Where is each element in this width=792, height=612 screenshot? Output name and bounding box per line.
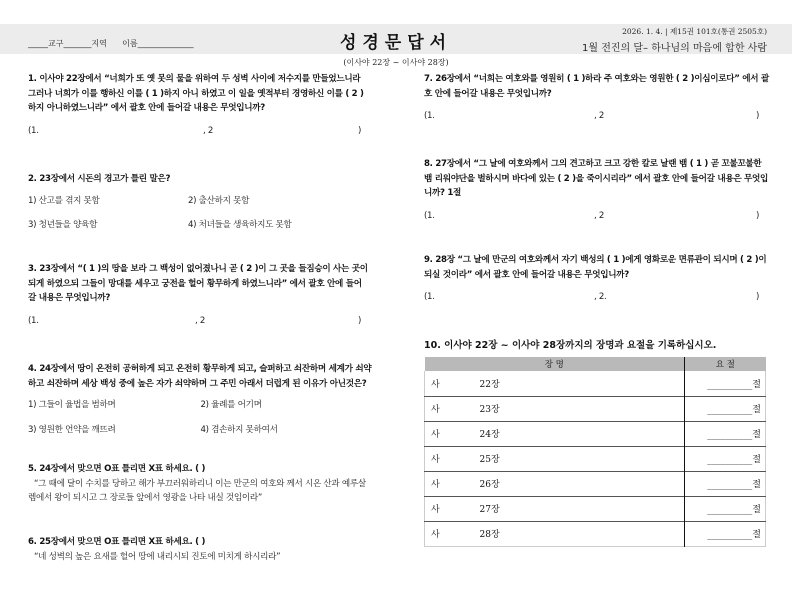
scripture-quote: “네 성벽의 높은 요새를 헐어 땅에 내리시되 진토에 미치게 하시리라” <box>34 551 281 562</box>
question-5 <box>28 462 373 506</box>
table-row: 사 23장 __________절 <box>425 396 766 421</box>
verse-blank[interactable]: __________절 <box>685 521 766 546</box>
question-text: 8. 27장에서 “그 날에 여호와께서 그의 견고하고 크고 강한 칼로 날랜 뱀 ( 1 ) 곧 꼬불꼬불한 뱀 리워야단을 벌하시며 바다에 있는 ( 2 )을 죽이시리라” 에서 괄호 안에 들어갈 내용은 무엇입니까? 1절 <box>424 159 769 198</box>
option-4[interactable]: 4) 겸손하지 못하여서 <box>200 424 278 435</box>
table-row: 사 26장 __________절 <box>425 471 766 496</box>
question-3 <box>28 262 368 328</box>
question-text: 7. 26장에서 “너희는 여호와를 영원히 ( 1 )하라 주 여호와는 영원한 ( 2 )이심이로다” 에서 괄호 안에 들어갈 내용은 무엇입니까? <box>424 74 769 99</box>
verse-blank[interactable]: __________절 <box>685 396 766 421</box>
verse-blank[interactable]: __________절 <box>685 446 766 471</box>
page-title: 성경문답서 <box>339 33 453 53</box>
scripture-quote: “그 때에 달이 수치를 당하고 해가 부끄러워하리니 이는 만군의 여호와 께서 시온 산과 예루살렘에서 왕이 되시고 그 장로들 앞에서 영광을 나타 내실 것임이라” <box>28 478 366 503</box>
answer-blank[interactable]: (1. , 2 ) <box>424 210 760 221</box>
verse-blank[interactable]: __________절 <box>685 421 766 446</box>
option-1[interactable]: 1) 그들이 율법을 범하며 <box>28 400 116 410</box>
table-row: 사 22장 __________절 <box>425 371 766 396</box>
question-6 <box>28 535 373 564</box>
column-header-verse: 요 절 <box>685 357 766 371</box>
table-row: 사 27장 __________절 <box>425 496 766 521</box>
option-1[interactable]: 1) 산고를 겪지 못함 <box>28 195 100 206</box>
question-text: 3. 23장에서 “( 1 )의 땅을 보라 그 백성이 없어졌나니 곧 ( 2 )이 그 곳을 들짐승이 사는 곳이 되게 하였으되 그들이 망대를 세우고 궁전을 헐어 황무하게 하였느니라” 에서 괄호 안에 들어갈 내용은 무엇입니까? <box>28 264 368 303</box>
option-3[interactable]: 3) 영원한 언약을 깨뜨려 <box>28 424 116 435</box>
table-row: 사 24장 __________절 <box>425 421 766 446</box>
answer-blank[interactable]: (1. , 2 ) <box>28 125 362 136</box>
answer-blank[interactable]: (1. , 2. ) <box>424 292 760 302</box>
question-7 <box>424 72 769 124</box>
option-4[interactable]: 4) 처녀들을 생육하지도 못함 <box>188 220 292 230</box>
column-header-chapter: 장 명 <box>425 357 685 371</box>
answer-blank[interactable]: (1. , 2 ) <box>424 111 760 121</box>
option-2[interactable]: 2) 출산하지 못함 <box>188 195 250 206</box>
question-2 <box>28 172 348 233</box>
answer-blank[interactable]: (1. , 2 ) <box>28 315 362 326</box>
question-8 <box>424 157 769 223</box>
question-1 <box>28 72 368 138</box>
question-9 <box>424 253 769 305</box>
question-text: 1. 이사야 22장에서 “너희가 또 옛 못의 물을 위하여 두 성벽 사이에 저수지를 만들었느니라 그러나 너희가 이를 행하신 이를 ( 1 )하지 아니 하였고 이 일을 옛적부터 경영하신 이를 ( 2 )하지 아니하였느니라” 에서 괄호 안에 들어갈 내용은 무엇입니까? <box>28 74 364 113</box>
chapter-table <box>424 357 766 547</box>
options <box>28 194 348 233</box>
scripture-range: (이사야 22장 ~ 이사야 28장) <box>343 58 449 67</box>
option-2[interactable]: 2) 율례를 어기며 <box>200 400 262 410</box>
table-row: 사 25장 __________절 <box>425 446 766 471</box>
verse-blank[interactable]: __________절 <box>685 496 766 521</box>
monthly-theme: 1월 전진의 달– 하나님의 마음에 합한 사람 <box>582 43 767 54</box>
table-row: 사 28장 __________절 <box>425 521 766 546</box>
issue-info: 2026. 1. 4. | 제15권 101호(통권 2505호) <box>622 27 767 36</box>
church-name-fields[interactable]: _____교구_______지역 이름______________ <box>28 39 194 48</box>
verse-blank[interactable]: __________절 <box>685 371 766 396</box>
question-text: 9. 28장 “그 날에 만군의 여호와께서 자기 백성의 ( 1 )에게 영화로운 면류관이 되시며 ( 2 )이 되실 것이라” 에서 괄호 안에 들어갈 내용은 무엇입니까? <box>424 255 767 280</box>
question-4 <box>28 362 373 437</box>
question-text: 6. 25장에서 맞으면 O표 틀리면 X표 하세요. ( ) <box>28 537 206 547</box>
verse-blank[interactable]: __________절 <box>685 471 766 496</box>
option-3[interactable]: 3) 청년들을 양육함 <box>28 220 98 230</box>
question-text: 4. 24장에서 땅이 온전히 공허하게 되고 온전히 황무하게 되고, 슬퍼하고 쇠잔하며 세계가 쇠약하고 쇠잔하며 세상 백성 중에 높은 자가 쇠약하며 그 주민 아래서 더럽게 된 이유가 아닌것은? <box>28 364 372 389</box>
question-text: 2. 23장에서 시돈의 경고가 틀린 말은? <box>28 174 171 184</box>
options <box>28 398 373 437</box>
question-10-title: 10. 이사야 22장 ~ 이사야 28장까지의 장명과 요절을 기록하십시오. <box>424 340 717 351</box>
question-text: 5. 24장에서 맞으면 O표 틀리면 X표 하세요. ( ) <box>28 464 206 474</box>
